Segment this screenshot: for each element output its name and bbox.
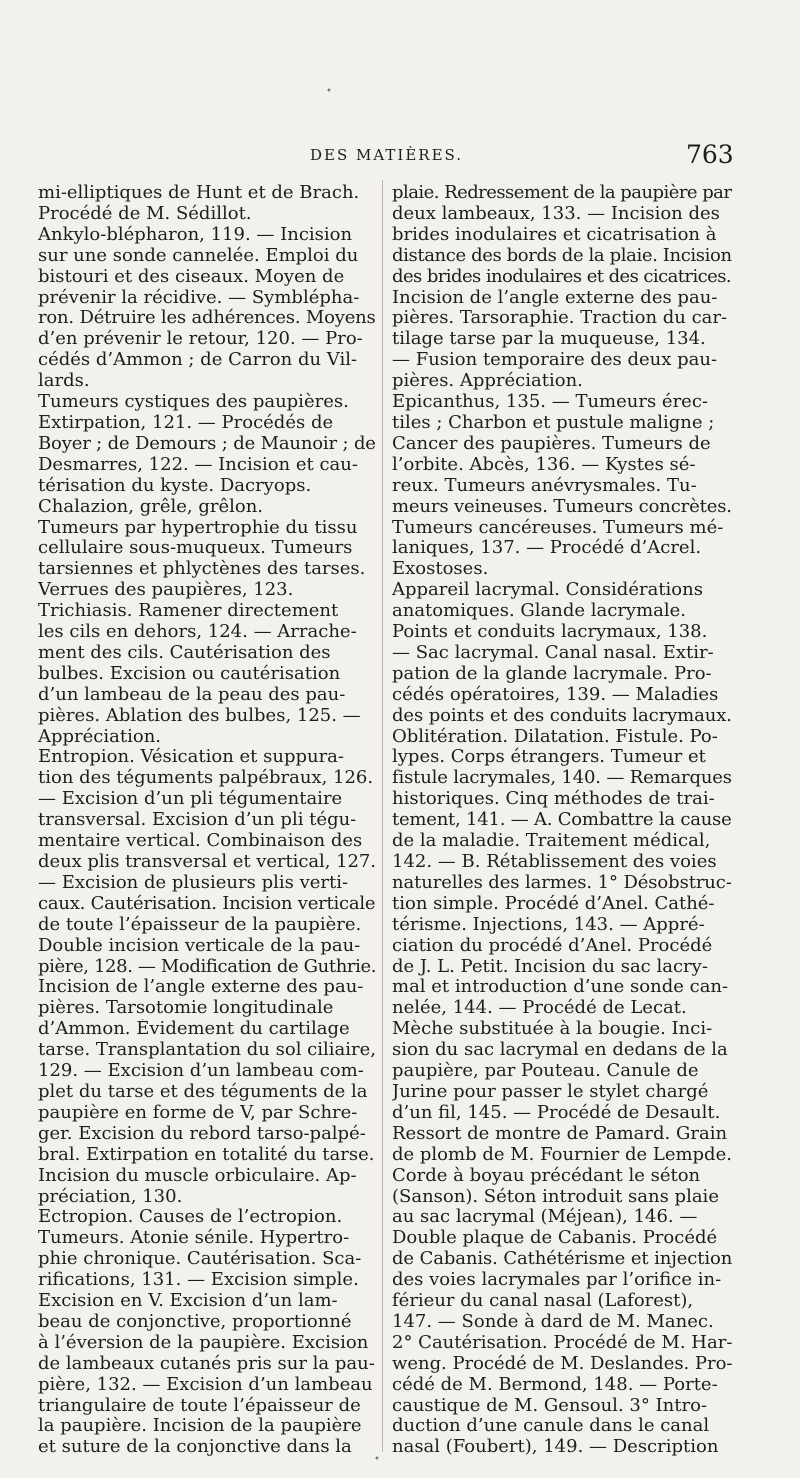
text-line: phie chronique. Cautérisation. Sca- (38, 1249, 362, 1270)
text-line: pière, 132. — Excision d’un lambeau (38, 1374, 373, 1395)
text-line: 147. — Sonde à dard de M. Manec. (392, 1311, 714, 1332)
text-line: sion du sac lacrymal en dedans de la (392, 1040, 728, 1061)
text-line: Corde à boyau précédant le séton (392, 1165, 701, 1186)
text-line: d’un fil, 145. — Procédé de Desault. (392, 1102, 721, 1123)
text-line: Mèche substituée à la bougie. Inci- (392, 1019, 713, 1040)
text-line: (Sanson). Séton introduit sans plaie (392, 1186, 719, 1207)
text-line: l’orbite. Abcès, 136. — Kystes sé- (392, 454, 696, 475)
text-line: reux. Tumeurs anévrysmales. Tu- (392, 475, 697, 496)
text-line: transversal. Excision d’un pli tégu- (38, 810, 357, 831)
text-line: à l’éversion de la paupière. Excision (38, 1332, 369, 1353)
text-line: Tumeurs cancéreuses. Tumeurs mé- (392, 517, 724, 538)
text-line: plet du tarse et des téguments de la (38, 1081, 368, 1102)
text-line: Excision en V. Excision d’un lam- (38, 1291, 338, 1312)
text-line: la paupière. Incision de la paupière (38, 1416, 362, 1437)
text-line: des brides inodulaires et des cicatrices. (392, 266, 732, 287)
text-line: de plomb de M. Fournier de Lempde. (392, 1144, 732, 1165)
text-line: fistule lacrymales, 140. — Remarques (392, 768, 732, 789)
text-line: térisme. Injections, 143. — Appré- (392, 914, 705, 935)
text-line: ciation du procédé d’Anel. Procédé (392, 935, 713, 956)
text-line: Double incision verticale de la pau- (38, 935, 361, 956)
text-line: paupière en forme de V, par Schre- (38, 1102, 358, 1123)
text-line: bulbes. Excision ou cautérisation (38, 663, 341, 684)
text-line: lypes. Corps étrangers. Tumeur et (392, 747, 706, 768)
page-number: 763 (686, 140, 734, 169)
text-line: Extirpation, 121. — Procédés de (38, 412, 334, 433)
text-line: Procédé de M. Sédillot. (38, 203, 252, 224)
text-line: 142. — B. Rétablissement des voies (392, 852, 717, 872)
text-line: pières. Tarsoraphie. Traction du car- (392, 308, 728, 329)
text-line: pières. Appréciation. (392, 371, 583, 392)
text-line: tion simple. Procédé d’Anel. Cathé- (392, 893, 715, 914)
text-line: deux lambeaux, 133. — Incision des (392, 203, 720, 224)
text-line: d’Ammon. Évidement du cartilage (38, 1019, 350, 1040)
text-line: tilage tarse par la muqueuse, 134. (392, 329, 706, 350)
text-line: Tumeurs cystiques des paupières. (38, 392, 349, 413)
text-line: Oblitération. Dilatation. Fistule. Po- (392, 726, 718, 747)
text-line: plaie. Redressement de la paupière par (392, 183, 732, 203)
ink-speck: • (374, 1454, 380, 1465)
text-line: des voies lacrymales par l’orifice in- (392, 1270, 722, 1291)
text-line: et suture de la conjonctive dans la (38, 1437, 352, 1458)
text-line: Trichiasis. Ramener directement (38, 601, 339, 622)
text-line: pières. Tarsotomie longitudinale (38, 998, 334, 1019)
text-line: lards. (38, 371, 90, 392)
text-line: triangulaire de toute l’épaisseur de (38, 1395, 361, 1416)
text-line: Ectropion. Causes de l’ectropion. (38, 1207, 343, 1228)
text-line: — Excision de plusieurs plis verti- (38, 872, 349, 893)
text-line: duction d’une canule dans le canal (392, 1416, 710, 1437)
text-line: rifications, 131. — Excision simple. (38, 1270, 359, 1291)
text-line: cédé de M. Bermond, 148. — Porte- (392, 1374, 718, 1395)
text-line: anatomiques. Glande lacrymale. (392, 601, 687, 622)
text-line: tiles ; Charbon et pustule maligne ; (392, 412, 715, 433)
text-line: 2° Cautérisation. Procédé de M. Har- (392, 1332, 732, 1353)
text-line: caustique de M. Gensoul. 3° Intro- (392, 1395, 708, 1416)
text-line: ron. Détruire les adhérences. Moyens (38, 308, 376, 329)
text-line: Entropion. Vésication et suppura- (38, 747, 344, 768)
text-line: de toute l’épaisseur de la paupière. (38, 914, 362, 935)
text-line: prévenir la récidive. — Symblépha- (38, 287, 360, 308)
ink-speck: • (326, 86, 332, 97)
text-line: Double plaque de Cabanis. Procédé (392, 1228, 718, 1249)
text-line: Chalazion, grêle, grêlon. (38, 496, 264, 517)
text-line: deux plis transversal et vertical, 127. (38, 852, 376, 872)
text-line: de la maladie. Traitement médical, (392, 831, 711, 852)
text-line: pières. Ablation des bulbes, 125. — (38, 705, 361, 726)
text-line: naturelles des larmes. 1° Désobstruc- (392, 872, 732, 893)
text-line: beau de conjonctive, proportionné (38, 1311, 352, 1332)
text-line: de lambeaux cutanés pris sur la pau- (38, 1353, 375, 1374)
text-line: tarse. Transplantation du sol ciliaire, (38, 1040, 376, 1061)
text-line: Tumeurs par hypertrophie du tissu (38, 517, 358, 538)
text-line: d’un lambeau de la peau des pau- (38, 684, 346, 705)
page-header (0, 140, 800, 180)
text-line: d’en prévenir le retour, 120. — Pro- (38, 329, 363, 350)
running-title: DES MATIÈRES. (310, 146, 464, 164)
text-line: Desmarres, 122. — Incision et cau- (38, 454, 358, 475)
text-line: des points et des conduits lacrymaux. (392, 705, 732, 726)
text-line: brides inodulaires et cicatrisation à (392, 224, 717, 245)
text-line: cellulaire sous-muqueux. Tumeurs (38, 538, 353, 559)
text-line: Ressort de montre de Pamard. Grain (392, 1123, 728, 1144)
text-line: laniques, 137. — Procédé d’Acrel. (392, 538, 702, 559)
text-line: Epicanthus, 135. — Tumeurs érec- (392, 392, 708, 413)
text-line: Verrues des paupières, 123. (38, 580, 294, 601)
text-line: historiques. Cinq méthodes de trai- (392, 789, 715, 810)
text-line: Cancer des paupières. Tumeurs de (392, 433, 711, 454)
text-line: 129. — Excision d’un lambeau com- (38, 1061, 364, 1082)
text-line: térisation du kyste. Dacryops. (38, 475, 312, 496)
text-line: tion des téguments palpébraux, 126. (38, 768, 374, 789)
text-line: sur une sonde cannelée. Emploi du (38, 245, 359, 266)
text-line: bral. Extirpation en totalité du tarse. (38, 1144, 375, 1165)
text-line: Points et conduits lacrymaux, 138. (392, 622, 708, 643)
text-line: bistouri et des ciseaux. Moyen de (38, 266, 345, 287)
text-line: weng. Procédé de M. Deslandes. Pro- (392, 1353, 732, 1374)
text-line: mal et introduction d’une sonde can- (392, 977, 729, 998)
text-line: de J. L. Petit. Incision du sac lacry- (392, 956, 708, 977)
text-line: Tumeurs. Atonie sénile. Hypertro- (38, 1228, 350, 1249)
text-line: nasal (Foubert), 149. — Description (392, 1437, 719, 1458)
text-line: Jurine pour passer le stylet chargé (392, 1081, 709, 1102)
text-line: les cils en dehors, 124. — Arrache- (38, 622, 357, 643)
text-line: au sac lacrymal (Méjean), 146. — (392, 1207, 698, 1228)
text-line: Incision de l’angle externe des pau- (392, 287, 718, 308)
right-column (392, 183, 732, 1458)
text-line: mentaire vertical. Combinaison des (38, 831, 363, 852)
text-line: Boyer ; de Demours ; de Maunoir ; de (38, 433, 376, 454)
text-line: férieur du canal nasal (Laforest), (392, 1291, 694, 1312)
text-line: mi-elliptiques de Hunt et de Brach. (38, 183, 360, 203)
text-line: Incision de l’angle externe des pau- (38, 977, 364, 998)
text-line: ger. Excision du rebord tarso-palpé- (38, 1123, 366, 1144)
text-line: paupière, par Pouteau. Canule de (392, 1061, 699, 1082)
text-line: — Fusion temporaire des deux pau- (392, 350, 718, 371)
text-line: caux. Cautérisation. Incision verticale (38, 893, 376, 914)
text-line: ment des cils. Cautérisation des (38, 642, 331, 663)
text-line: tement, 141. — A. Combattre la cause (392, 810, 732, 831)
text-line: pation de la glande lacrymale. Pro- (392, 663, 712, 684)
left-column (38, 183, 376, 1458)
text-line: cédés opératoires, 139. — Maladies (392, 684, 719, 705)
text-line: Incision du muscle orbiculaire. Ap- (38, 1165, 357, 1186)
text-line: meurs veineuses. Tumeurs concrètes. (392, 496, 732, 517)
text-line: nelée, 144. — Procédé de Lecat. (392, 998, 687, 1019)
text-line: Appareil lacrymal. Considérations (392, 580, 703, 601)
text-line: cédés d’Ammon ; de Carron du Vil- (38, 350, 358, 371)
text-line: préciation, 130. (38, 1186, 183, 1207)
column-divider (382, 180, 383, 1452)
text-line: tarsiennes et phlyctènes des tarses. (38, 559, 366, 580)
text-line: Ankylo-blépharon, 119. — Incision (38, 224, 353, 245)
text-line: — Sac lacrymal. Canal nasal. Extir- (392, 642, 714, 663)
text-line: Exostoses. (392, 559, 489, 580)
text-line: distance des bords de la plaie. Incision (392, 245, 732, 266)
text-line: de Cabanis. Cathétérisme et injection (392, 1249, 732, 1270)
text-line: Appréciation. (38, 726, 162, 747)
text-line: — Excision d’un pli tégumentaire (38, 789, 343, 810)
text-line: pière, 128. — Modification de Guthrie. (38, 956, 376, 977)
